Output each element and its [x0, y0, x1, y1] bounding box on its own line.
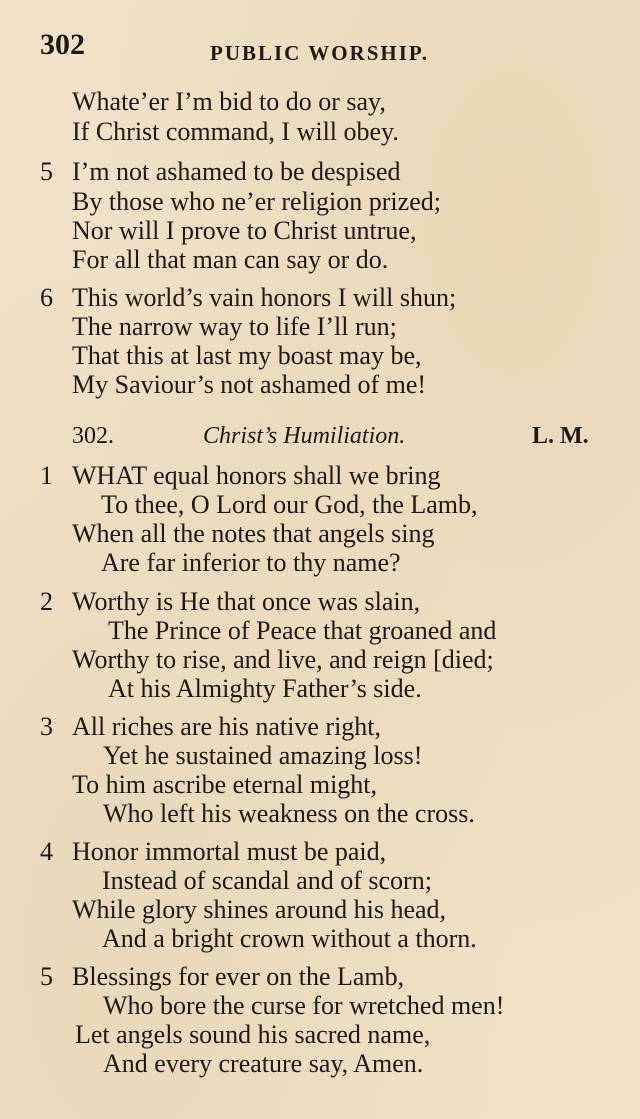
verse-line: Worthy is He that once was slain,: [72, 587, 421, 616]
verse-line: To thee, O Lord our God, the Lamb,: [101, 490, 478, 519]
verse-number: 5: [40, 157, 53, 186]
verse-number: 6: [40, 283, 53, 312]
hymn-meter: L. M.: [532, 423, 589, 449]
verse-number: 1: [40, 461, 53, 490]
verse-line: My Saviour’s not ashamed of me!: [72, 370, 427, 399]
verse-line: At his Almighty Father’s side.: [108, 674, 422, 703]
verse-line: That this at last my boast may be,: [72, 341, 422, 370]
verse-line: Instead of scandal and of scorn;: [102, 866, 432, 895]
verse-line: All riches are his native right,: [72, 712, 382, 741]
verse-line: Are far inferior to thy name?: [101, 548, 401, 577]
verse-line: For all that man can say or do.: [72, 245, 389, 274]
running-title: PUBLIC WORSHIP.: [210, 41, 430, 65]
verse-line: Who bore the curse for wretched men!: [103, 991, 505, 1020]
verse-line: Let angels sound his sacred name,: [75, 1020, 431, 1049]
verse-line: WHAT equal honors shall we bring: [72, 461, 441, 490]
verse-line: Honor immortal must be paid,: [72, 837, 387, 866]
verse-line: To him ascribe eternal might,: [72, 770, 378, 799]
verse-line: Who left his weakness on the cross.: [103, 799, 475, 828]
verse-line: The narrow way to life I’ll run;: [72, 312, 397, 341]
verse-line: And a bright crown without a thorn.: [102, 924, 477, 953]
verse-line: While glory shines around his head,: [72, 895, 447, 924]
verse-number: 4: [40, 837, 53, 866]
verse-line: When all the notes that angels sing: [72, 519, 435, 548]
verse-line: This world’s vain honors I will shun;: [72, 283, 457, 312]
hymn-number: 302.: [72, 423, 114, 449]
verse-line: Blessings for ever on the Lamb,: [72, 962, 405, 991]
verse-number: 5: [40, 962, 53, 991]
verse-line: Yet he sustained amazing loss!: [103, 741, 423, 770]
page-number: 302: [40, 28, 85, 61]
verse-line: I’m not ashamed to be despised: [72, 157, 401, 186]
verse-line: And every creature say, Amen.: [103, 1049, 424, 1078]
verse-line: By those who ne’er religion prized;: [72, 187, 441, 216]
verse-line: If Christ command, I will obey.: [72, 117, 399, 146]
verse-number: 2: [40, 587, 53, 616]
verse-line: Whate’er I’m bid to do or say,: [72, 87, 386, 116]
verse-line: The Prince of Peace that groaned and: [108, 616, 497, 645]
verse-line: Nor will I prove to Christ untrue,: [72, 216, 417, 245]
verse-number: 3: [40, 712, 53, 741]
verse-line: Worthy to rise, and live, and reign [died;: [72, 645, 494, 674]
hymn-title: Christ’s Humiliation.: [203, 423, 406, 449]
